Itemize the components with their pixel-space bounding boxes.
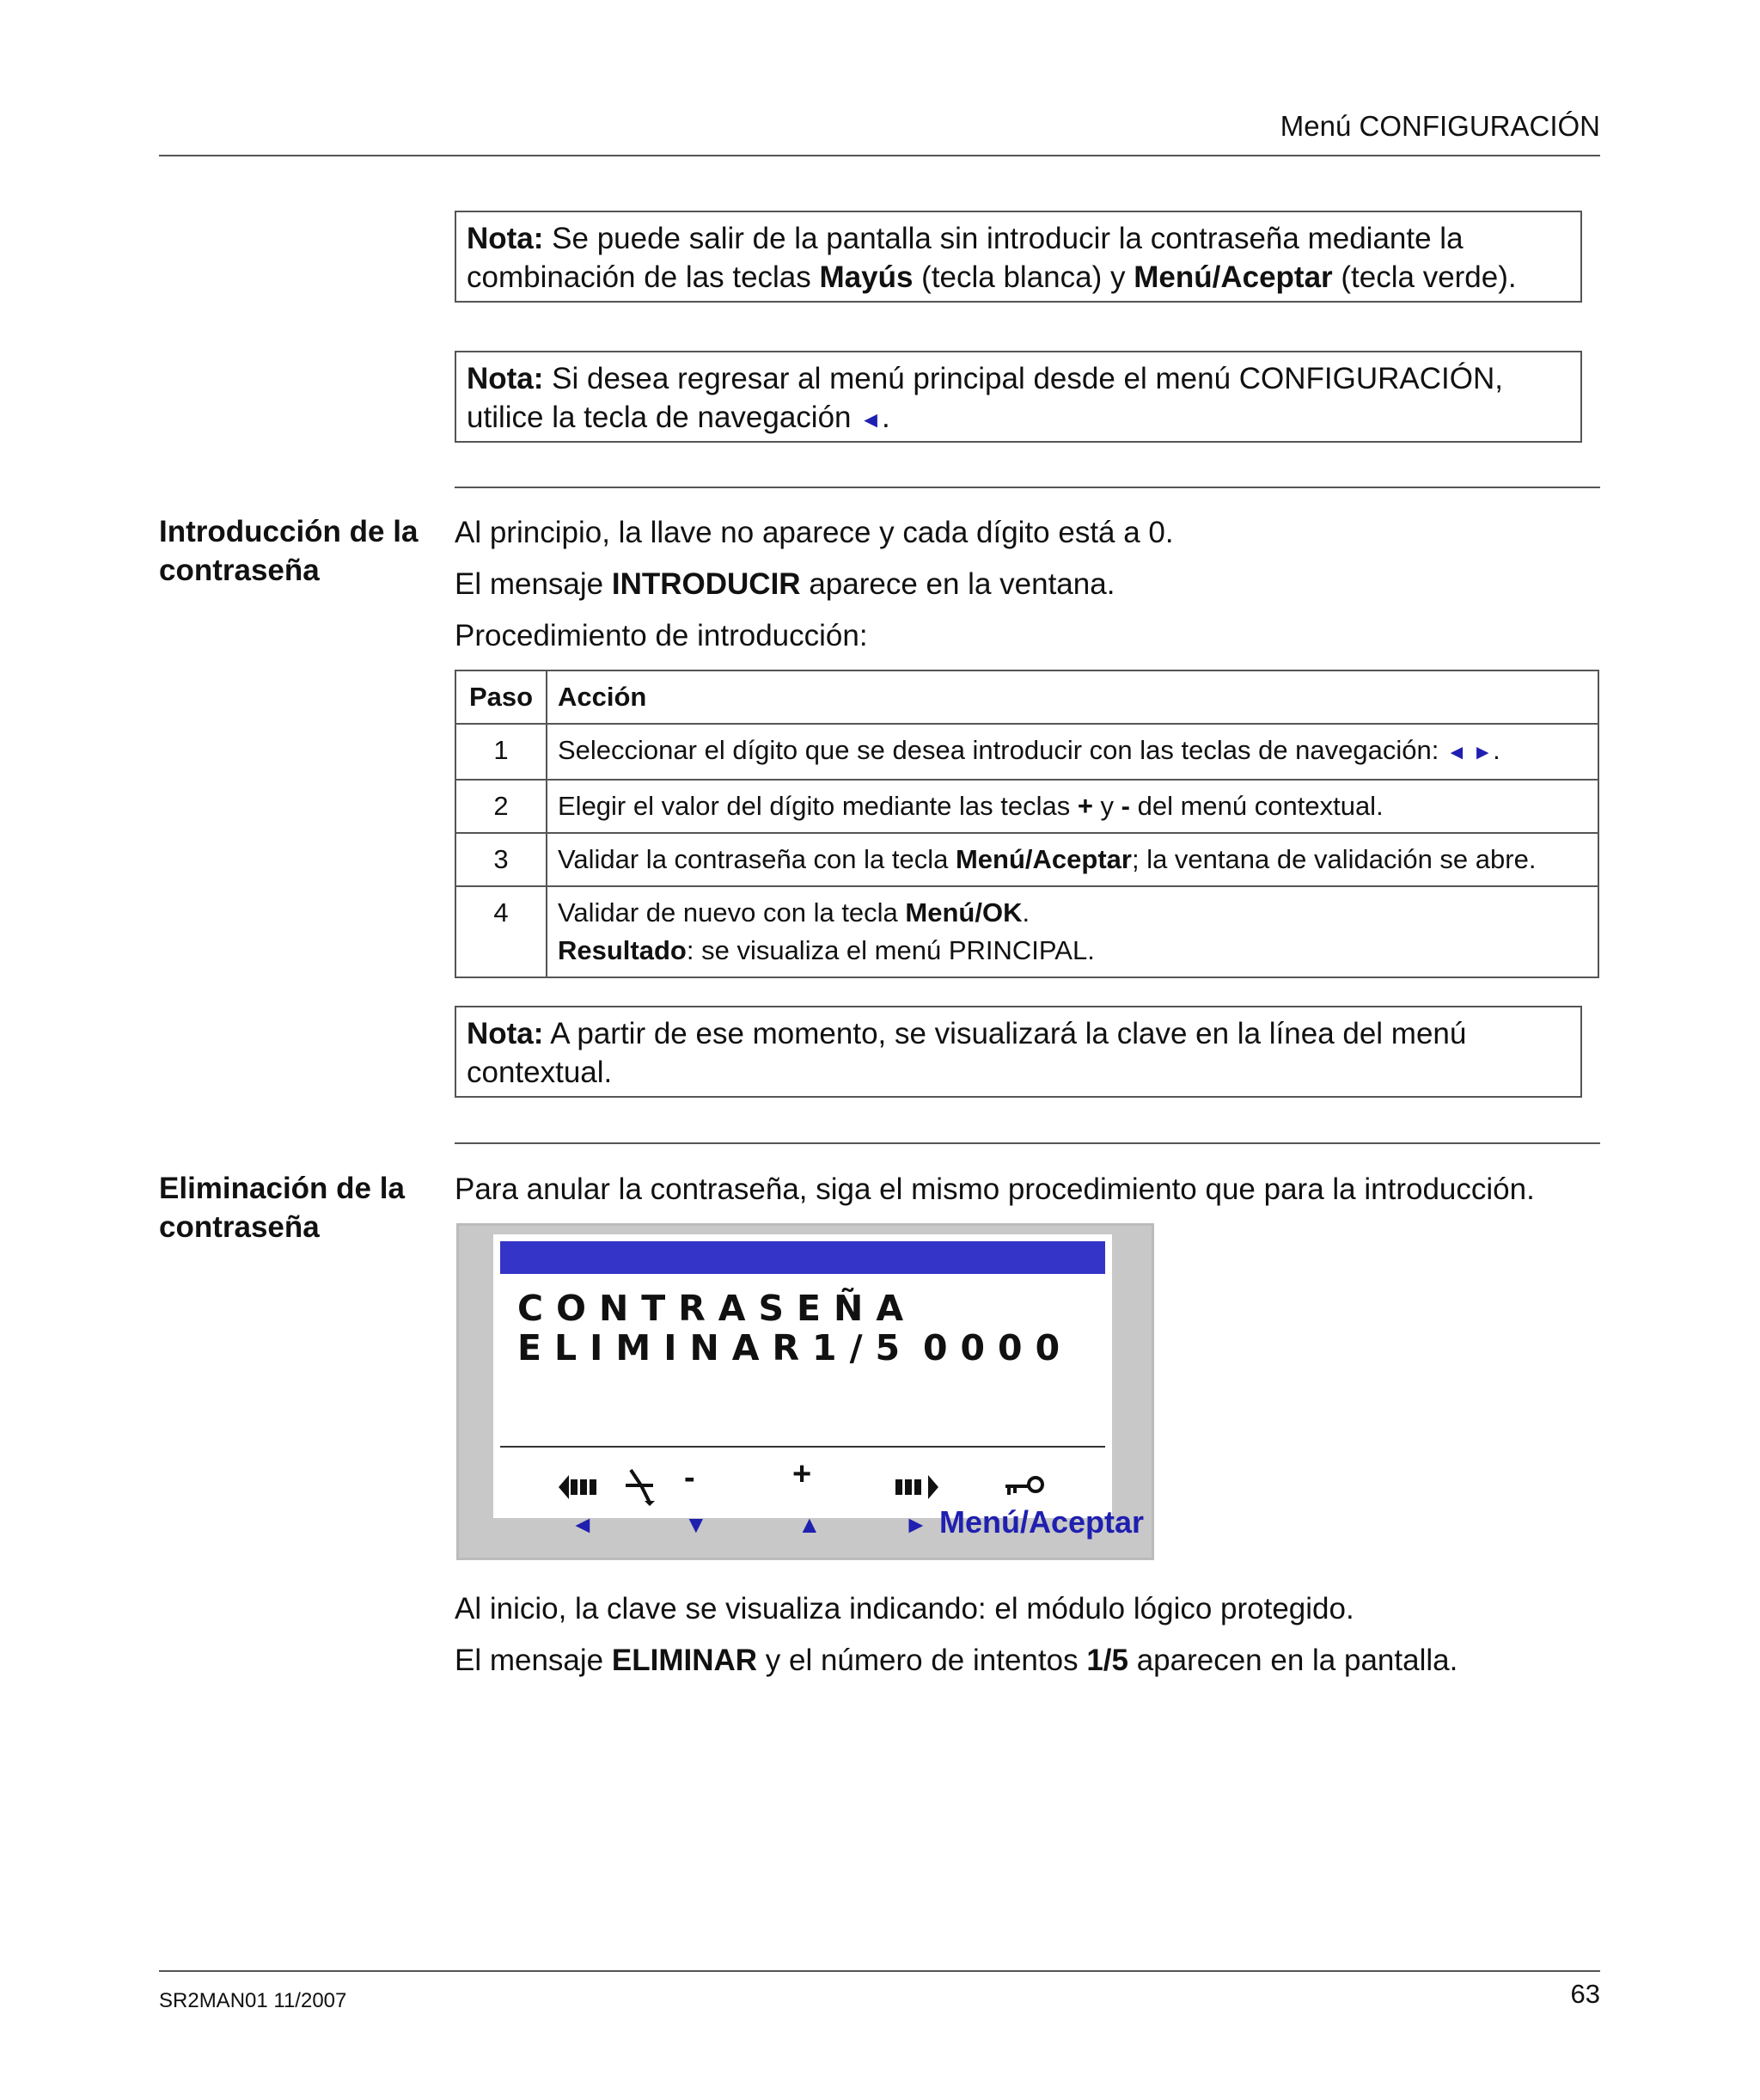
lcd-title-bar [500,1241,1105,1274]
table-row [455,833,1598,886]
paragraph: Al principio, la llave no aparece y cada dígito está a 0. [455,516,1174,549]
column-header: Acción [547,670,1598,724]
menu-aceptar-label: Menú/Aceptar [939,1504,1145,1540]
step-action: Elegir el valor del dígito mediante las teclas + y - del menú contextual. [547,780,1598,833]
note-box-1: Nota: Se puede salir de la pantalla sin introducir la contraseña mediante la combinación de las teclas Mayús (tecla blanca) y Menú/Aceptar (tecla verde). [455,211,1582,303]
column-header: Paso [455,670,547,724]
running-head: Menú CONFIGURACIÓN [1280,110,1600,142]
lcd-screen [493,1234,1112,1518]
nav-up-key: ▲ [798,1511,822,1538]
section-rule-2 [455,1142,1600,1144]
page-number: 63 [1570,1979,1600,2009]
lcd-line-1: CONTRASEÑA [517,1288,917,1329]
paragraph: El mensaje ELIMINAR y el número de intentos 1/5 aparecen en la pantalla. [455,1644,1458,1677]
lcd-line-2-left: ELIMINAR1/5 [517,1327,914,1368]
nav-left-key: ◄ [571,1511,595,1538]
wiring-icon [620,1466,660,1506]
table-row [455,724,1598,780]
step-action: Validar la contraseña con la tecla Menú/Aceptar; la ventana de validación se abre. [547,833,1598,886]
step-number: 3 [455,833,547,886]
section-title-introduccion: Introducción de la contraseña [159,515,419,587]
section-title-eliminacion: Eliminación de la contraseña [159,1172,405,1244]
plus-symbol: + [792,1456,812,1492]
step-action: Validar de nuevo con la tecla Menú/OK. Resultado: se visualiza el menú PRINCIPAL. [547,886,1598,977]
procedure-table [455,670,1599,978]
note-box-3: Nota: A partir de ese momento, se visualizará la clave en la línea del menú contextual. [455,1006,1582,1098]
key-icon [1004,1473,1045,1499]
paragraph: Al inicio, la clave se visualiza indicando: el módulo lógico protegido. [455,1592,1354,1626]
step-number: 1 [455,724,547,780]
table-header-row [455,670,1598,724]
lcd-separator [500,1446,1105,1448]
note-label: Nota: [467,1017,544,1050]
nav-right-key: ► [904,1511,928,1538]
lcd-line-2-digits: 0000 [923,1327,1073,1368]
table-row [455,886,1598,977]
step-number: 4 [455,886,547,977]
minus-symbol: - [684,1460,695,1496]
section-rule-1 [455,487,1600,488]
paragraph: El mensaje INTRODUCIR aparece en la ventana. [455,567,1115,601]
document-code: SR2MAN01 11/2007 [159,1989,347,2012]
left-shift-icon [557,1472,605,1503]
footer-rule [159,1970,1600,1972]
table-row [455,780,1598,833]
nav-down-key: ▼ [684,1511,708,1538]
header-rule [159,155,1600,156]
step-action: Seleccionar el dígito que se desea introducir con las teclas de navegación: ◄ ►. [547,724,1598,780]
note-label: Nota: [467,362,544,395]
nav-arrows-icon: ◄ ► [1445,741,1494,764]
left-arrow-icon: ◄ [859,407,882,432]
note-box-2: Nota: Si desea regresar al menú principal desde el menú CONFIGURACIÓN, utilice la tecla de navegación ◄. [455,351,1582,443]
paragraph: Procedimiento de introducción: [455,619,868,652]
note-label: Nota: [467,222,544,255]
paragraph: Para anular la contraseña, siga el mismo procedimiento que para la introducción. [455,1172,1535,1206]
lcd-display-illustration [456,1223,1154,1560]
right-shift-icon [892,1472,940,1503]
step-number: 2 [455,780,547,833]
